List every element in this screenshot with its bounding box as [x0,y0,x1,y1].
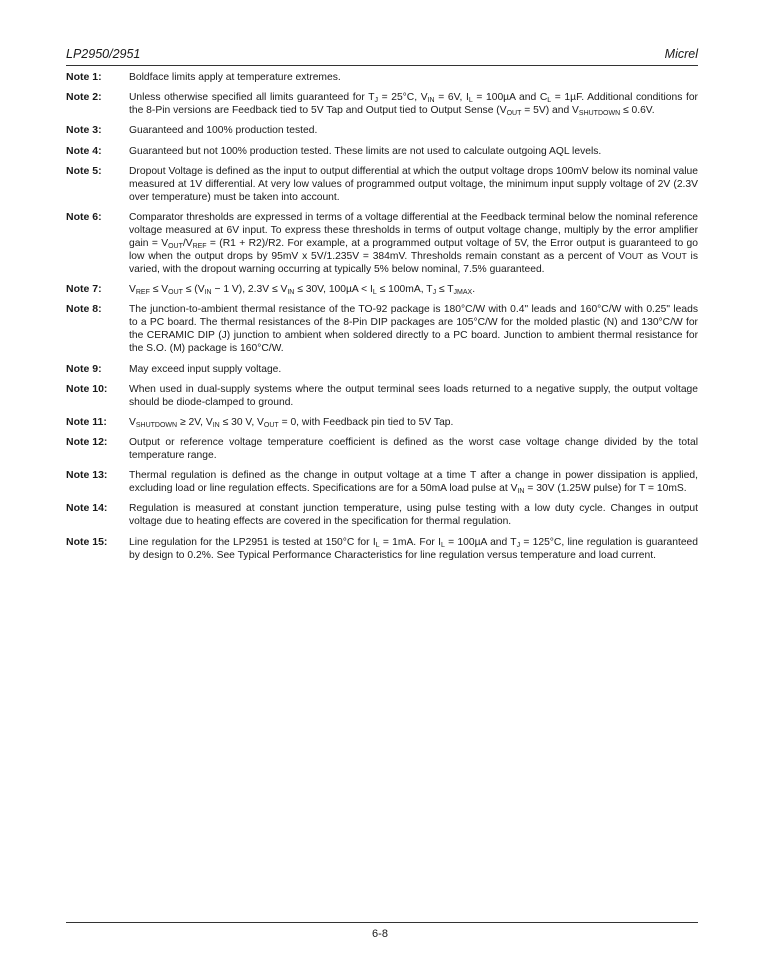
note-text: Boldface limits apply at temperature extremes. [129,72,341,83]
note-label: Note 3: [66,124,102,137]
note-item [66,71,698,84]
note-label: Note 9: [66,362,102,375]
note-item [66,91,698,117]
note-label: Note 14: [66,502,108,515]
note-item [66,502,698,528]
note-item [66,211,698,276]
note-text: $V_{SHUTDOWN} \ge 2V$, $V_{IN} \le 30$ V, $V_{OUT} = 0$, with Feedback pin tied to 5V Tap. [129,416,454,429]
note-label: Note 8: [66,303,102,316]
note-text: Line regulation for the LP2951 is tested at 150°C for $I_L = 1mA$. For $I_L = 100\mu A$ and $T_J = 125^\circ C$, line regulation is guaranteed by design to 0.2%. See Typical Performance Characteristics for line regulation versus temperature and load current. [129,536,699,561]
note-item [66,283,698,296]
note-label: Note 2: [66,91,102,104]
note-text: May exceed input supply voltage. [129,363,282,375]
note-text: Thermal regulation is defined as the change in output voltage at a time T after a change in power dissipation is applied, excluding load or line regulation effects. Specifications are for a 50mA load pulse at $V_{IN} = 30V$ (1.25W pulse) for T = 10mS. [129,470,698,496]
note-item [66,124,698,137]
footer-rule [66,922,698,923]
note-text: When used in dual-supply systems where the output terminal sees loads returned to a negative supply, the output voltage should be diode-clamped to ground. [129,383,698,408]
note-text: Guaranteed but not 100% production tested. These limits are not used to calculate outgoing AQL levels. [129,145,602,157]
notes-list [66,71,698,569]
note-item [66,383,698,409]
note-label: Note 7: [66,283,102,296]
note-text: Regulation is measured at constant junction temperature, using pulse testing with a low duty cycle. Changes in output voltage due to heating effects are covered in the specification for thermal regulation. [129,503,698,528]
note-text: Comparator thresholds are expressed in terms of a voltage differential at the Feedback terminal below the nominal reference voltage measured at 6V input. To express these thresholds in terms of output voltage change, multiply by the error amplifier gain = $V_{OUT}/V_{REF} = (R1 + R2)/R2$. For example, at a programmed output voltage of 5V, the Error output is guaranteed to go low when the output drops by 95mV x 5V/1.235V = 384mV. Thresholds remain constant as a percent of VOUT as VOUT is varied, with the dropout warning occurring at typically 5% below nominal, 7.5% guaranteed. [129,211,698,275]
note-label: Note 10: [66,382,108,395]
note-label: Note 6: [66,210,102,223]
note-label: Note 5: [66,164,102,177]
note-label: Note 13: [66,469,108,482]
note-label: Note 4: [66,144,102,157]
document-title: LP2950/2951 [66,47,141,61]
note-item [66,469,698,495]
page-header [66,47,698,66]
note-label: Note 1: [66,71,102,83]
note-item [66,363,698,376]
note-item [66,416,698,429]
note-text: Guaranteed and 100% production tested. [129,125,318,137]
note-text: Dropout Voltage is defined as the input to output differential at which the output voltage drops 100mV below its nominal value measured at 1V differential. At very low values of programmed output voltage, the minimum input supply voltage of 2V (2.3V over temperature) must be taken into account. [129,165,698,203]
note-text: $V_{REF} \le V_{OUT} \le (V_{IN} - 1$ V), $2.3V \le V_{IN} \le 30V$, $100\mu A < I_L \le 100mA$, $T_J \le T_{JMAX}$. [129,284,476,297]
note-text: Output or reference voltage temperature coefficient is defined as the worst case voltage change divided by the total temperature range. [129,437,698,462]
page-number: 6-8 [372,928,388,940]
note-item [66,165,698,204]
note-label: Note 11: [66,415,107,428]
note-text: Unless otherwise specified all limits guaranteed for $T_J = 25^\circ C$, $V_{IN} = 6V$, $I_L = 100\mu A$ and $C_L = 1\mu F$. Additional conditions for the 8-Pin versions are Feedback tied to 5V Tap and Output tied to Output Sense $(V_{OUT} = 5V)$ and $V_{SHUTDOWN} \le 0.6V$. [129,92,698,118]
note-text: The junction-to-ambient thermal resistance of the TO-92 package is 180°C/W with 0.4" leads and 160°C/W with 0.25" leads to a PC board. The thermal resistances of the 8-Pin DIP packages are 105°C/W for the molded plastic (N) and 130°C/W for the CERAMIC DIP (J) junction to ambient when soldered directly to a PC board. Junction to ambient thermal resistance for the S.O. (M) package is 160°C/W. [129,304,698,355]
note-item [66,536,698,562]
note-item [66,145,698,158]
note-item [66,303,698,355]
note-label: Note 15: [66,535,108,548]
note-label: Note 12: [66,436,108,449]
note-item [66,436,698,462]
company-name: Micrel [664,47,698,61]
